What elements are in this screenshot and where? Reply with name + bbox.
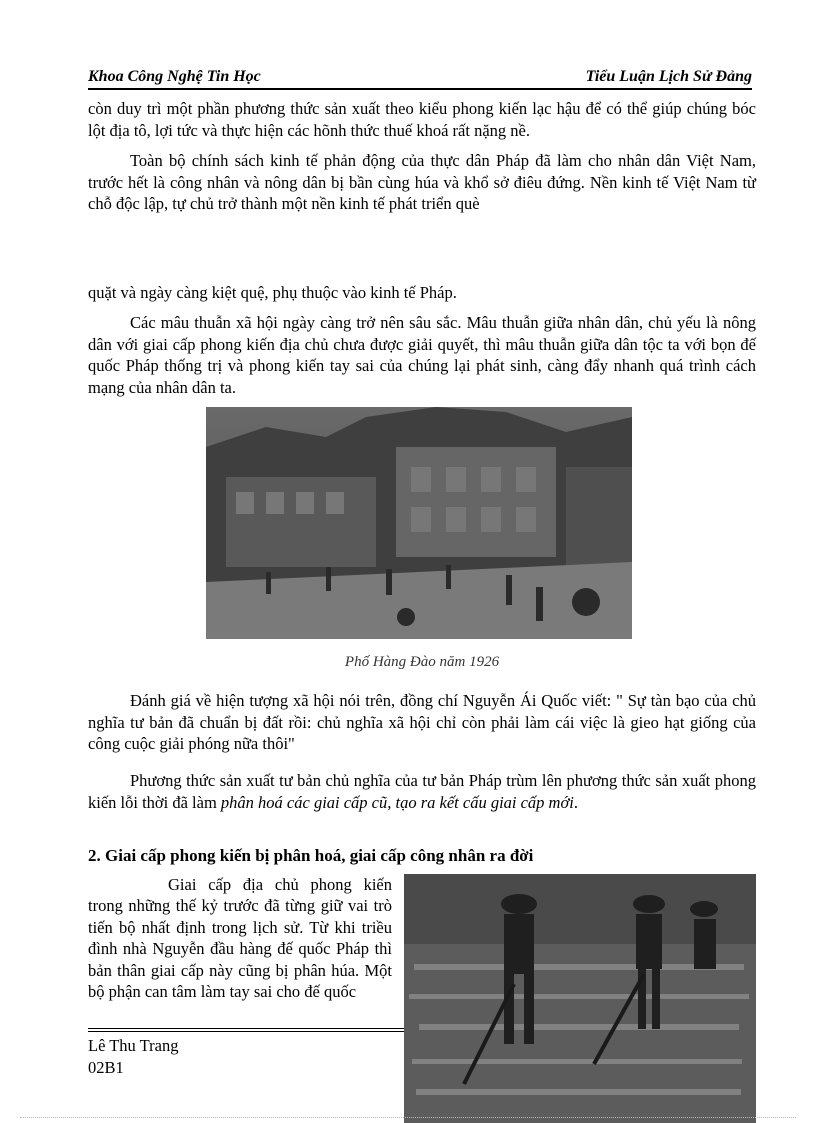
- farmers-photo: [404, 874, 756, 1123]
- paragraph-5: Đánh giá về hiện tượng xã hội nói trên, đồng chí Nguyễn Ái Quốc viết: " Sự tàn bạo của chủ nghĩa tư bản đã chuẩn bị đất rồi: chủ nghĩa xã hội chỉ còn phải làm cái việc là gieo hạt giống của công cuộc giải phóng nữa thôi": [88, 691, 756, 753]
- paragraph-2: Toàn bộ chính sách kinh tế phản động của thực dân Pháp đã làm cho nhân dân Việt Nam, trước hết là công nhân và nông dân bị bần cùng húa và khổ sở điêu đứng. Nền kinh tế Việt Nam từ chỗ độc lập, tự chủ trở thành một nền kinh tế phát triển què: [88, 151, 756, 213]
- paragraph-6-emphasis: phân hoá các giai cấp cũ, tạo ra kết cấu giai cấp mới: [220, 792, 574, 812]
- paragraph-7: Giai cấp địa chủ phong kiến trong những thế kỷ trước đã từng giữ vai trò tiến bộ nhất định trong lịch sử. Từ khi triều đình nhà Nguyễn đầu hàng đế quốc Pháp thì bản thân giai cấp này cũng bị phân húa. Một bộ phận can tâm làm tay sai cho đế quốc: [88, 875, 392, 1002]
- footer-author: Lê Thu Trang: [88, 1036, 179, 1055]
- paragraph-3: quặt và ngày càng kiệt quệ, phụ thuộc vào kinh tế Pháp.: [88, 283, 457, 302]
- street-photo-image: [206, 407, 632, 639]
- paragraph-1: còn duy trì một phần phương thức sản xuất theo kiểu phong kiến lạc hậu để có thể giúp chúng bóc lột địa tô, lợi tức và thực hiện các hõnh thức thuế khoá rất nặng nề.: [88, 99, 756, 140]
- paragraph-6-start: Phương thức sản xuất tư bản chủ nghĩa của tư bản Pháp trùm lên phương thức sản xuất phong kiến lỗi thời đã làm: [88, 771, 756, 812]
- photo-caption: Phố Hàng Đào năm 1926: [344, 654, 500, 670]
- section-heading: 2. Giai cấp phong kiến bị phân hoá, giai cấp công nhân ra đời: [88, 846, 534, 865]
- header-report-title: Tiểu Luận Lịch Sử Đảng: [585, 68, 752, 85]
- header-faculty: Khoa Công Nghệ Tin Học: [88, 68, 261, 85]
- page-bottom-border: [20, 1117, 796, 1118]
- page-header: [88, 66, 752, 90]
- paragraph-6-end: .: [573, 792, 578, 812]
- footer-rule: [88, 1028, 404, 1029]
- street-photo: [206, 407, 632, 639]
- paragraph-4: Các mâu thuẫn xã hội ngày càng trở nên sâu sắc. Mâu thuẫn giữa nhân dân, chủ yếu là nông dân với giai cấp phong kiến địa chủ chưa được giải quyết, thì mâu thuẫn giữa dân tộc ta với bọn đế quốc Pháp thống trị và phong kiến tay sai của chúng lại phát sinh, càng đẩy nhanh quá trình cách mạng của nhân dân ta.: [88, 313, 756, 397]
- footer-rule-double: [88, 1031, 404, 1032]
- farmers-photo-image: [404, 874, 756, 1123]
- paragraph-6: [88, 770, 756, 813]
- footer-class: 02B1: [88, 1058, 124, 1077]
